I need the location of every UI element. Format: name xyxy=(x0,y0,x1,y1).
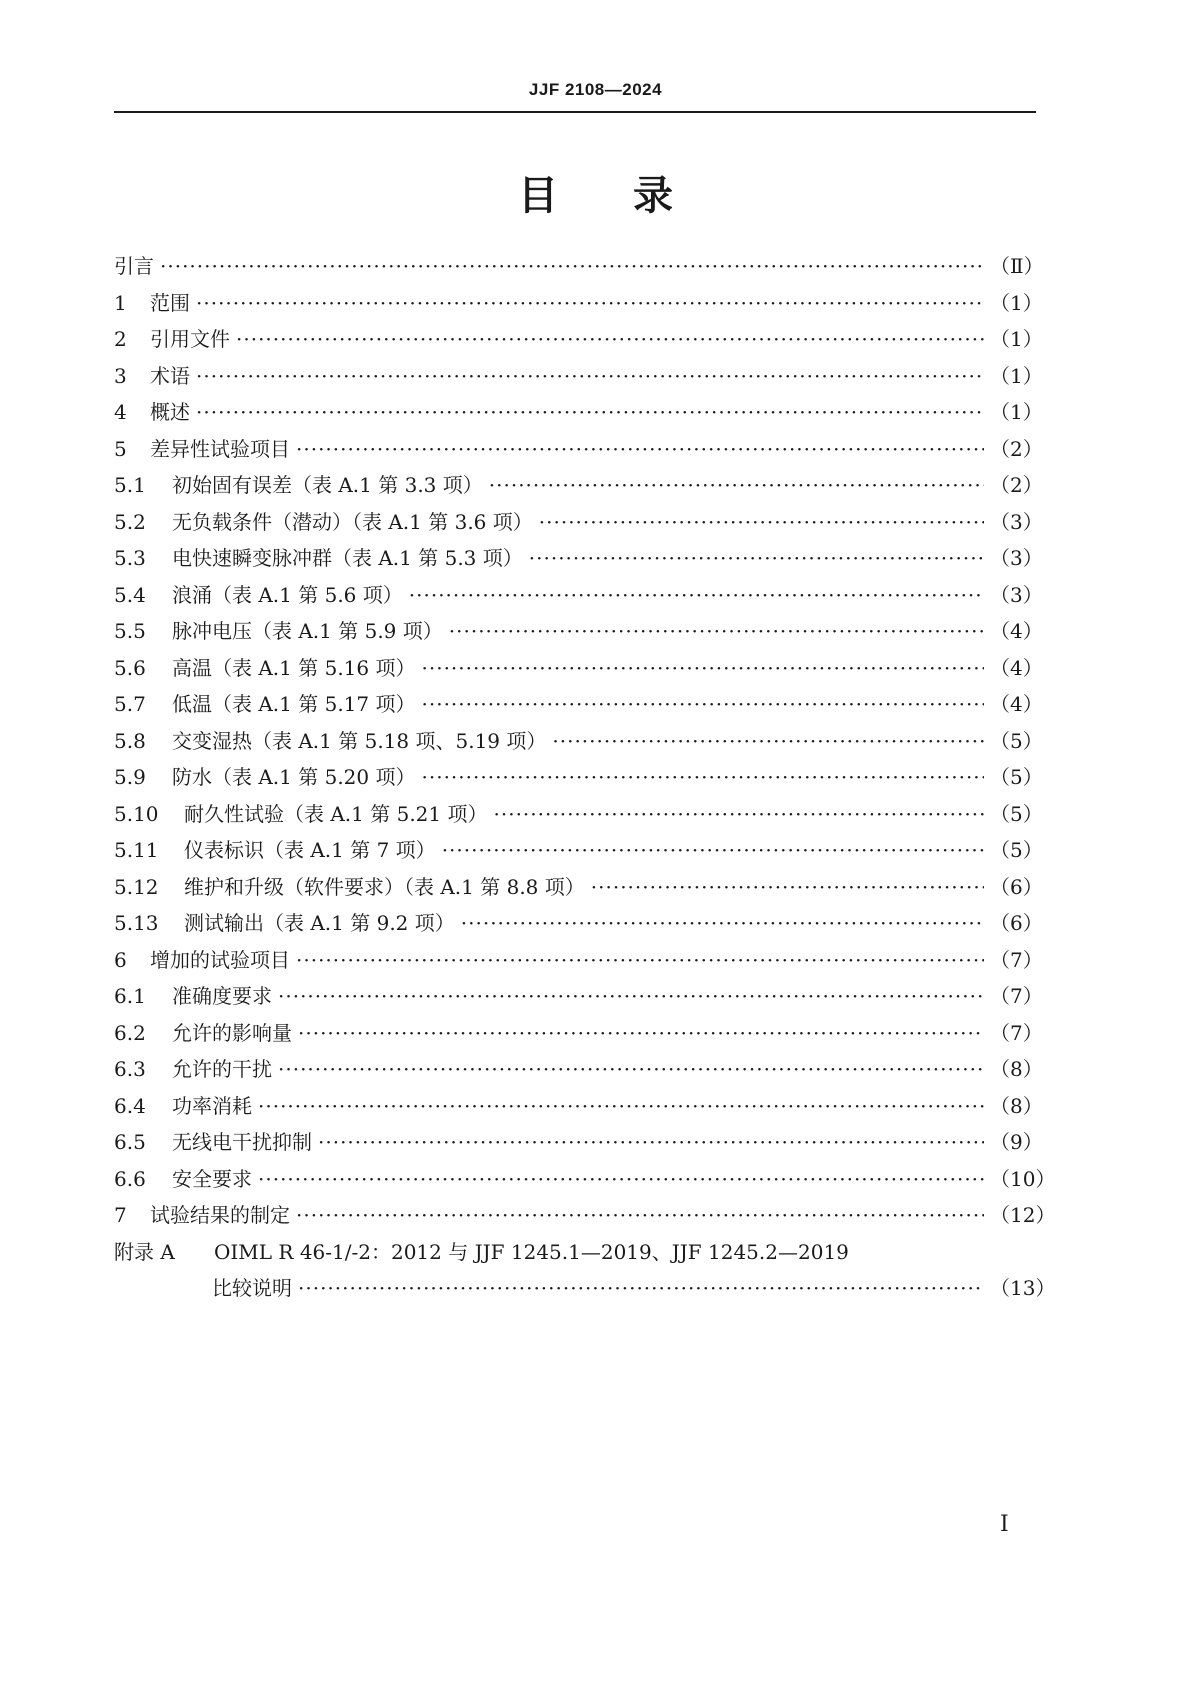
toc-dot-leader xyxy=(591,875,984,899)
toc-entry-number: 5.7 xyxy=(114,692,146,716)
toc-dot-leader xyxy=(422,692,985,716)
toc-entry-title: 初始固有误差（表 A.1 第 3.3 项） xyxy=(172,473,483,497)
toc-entry-title: 维护和升级（软件要求）（表 A.1 第 8.8 项） xyxy=(184,874,585,899)
toc-dot-leader xyxy=(422,656,985,680)
toc-dot-leader xyxy=(296,1203,984,1227)
toc-entry[interactable] xyxy=(114,688,1043,725)
toc-entry-title: 交变湿热（表 A.1 第 5.18 项、5.19 项） xyxy=(172,728,547,753)
toc-entry-page: （6） xyxy=(990,911,1043,935)
toc-dot-leader xyxy=(296,948,984,972)
toc-entry-page: （9） xyxy=(990,1130,1043,1154)
toc-entry-number: 5.8 xyxy=(114,728,146,753)
toc-entry-page: （Ⅱ） xyxy=(990,254,1044,278)
toc-dot-leader xyxy=(196,364,984,388)
toc-dot-leader xyxy=(318,1130,984,1154)
toc-dot-leader xyxy=(298,1021,984,1045)
toc-entry-title: 范围 xyxy=(150,290,190,315)
toc-dot-leader xyxy=(278,984,984,1008)
toc-entry-number: 4 xyxy=(114,400,127,424)
toc-entry-page: （12） xyxy=(990,1203,1056,1227)
toc-entry-title: 浪涌（表 A.1 第 5.6 项） xyxy=(172,582,403,607)
toc-entry-title: 差异性试验项目 xyxy=(150,436,290,461)
header-rule xyxy=(114,111,1036,113)
toc-dot-leader xyxy=(489,473,984,497)
toc-entry-page: （3） xyxy=(990,509,1043,534)
toc-dot-leader xyxy=(461,911,984,935)
toc-dot-leader xyxy=(529,546,984,570)
toc-entry-number: 5.10 xyxy=(114,801,159,826)
toc-entry-page: （1） xyxy=(990,327,1043,351)
toc-appendix-title-line2: 比较说明 xyxy=(212,1276,292,1300)
toc-entry-title: 高温（表 A.1 第 5.16 项） xyxy=(172,655,416,680)
toc-entry-number: 5.12 xyxy=(114,874,159,899)
toc-dot-leader xyxy=(236,327,984,351)
toc-entry-number: 5.2 xyxy=(114,509,146,534)
toc-entry[interactable] xyxy=(114,250,1044,287)
toc-entry-title: 仪表标识（表 A.1 第 7 项） xyxy=(184,838,436,862)
toc-entry-title: 概述 xyxy=(150,400,190,424)
toc-appendix-title-line1: OIML R 46-1/-2：2012 与 JJF 1245.1—2019、JJF 1245.2—2019 xyxy=(214,1239,849,1264)
toc-entry-title: 试验结果的制定 xyxy=(150,1203,290,1227)
toc-dot-leader xyxy=(278,1057,984,1081)
toc-dot-leader xyxy=(160,254,984,278)
toc-entry-title: 测试输出（表 A.1 第 9.2 项） xyxy=(184,911,455,935)
toc-dot-leader xyxy=(298,1276,984,1300)
toc-entry-page: （8） xyxy=(990,1057,1043,1081)
toc-entry[interactable] xyxy=(114,396,1043,433)
toc-entry[interactable] xyxy=(114,980,1043,1017)
toc-entry-page: （4） xyxy=(990,619,1043,643)
toc-entry-page: （13） xyxy=(990,1276,1056,1300)
toc-entry-number: 6 xyxy=(114,947,127,972)
toc-entry[interactable] xyxy=(114,871,1043,908)
toc-entry-title: 引用文件 xyxy=(150,327,230,351)
toc-entry-page: （10） xyxy=(990,1166,1056,1191)
toc-entry[interactable] xyxy=(114,761,1043,798)
toc-entry-title: 防水（表 A.1 第 5.20 项） xyxy=(172,765,416,789)
toc-entry-number: 5.5 xyxy=(114,619,146,643)
toc-entry-number: 5 xyxy=(114,436,127,461)
toc-dot-leader xyxy=(196,400,984,424)
toc-entry-page: （4） xyxy=(990,655,1043,680)
toc-entry-page: （1） xyxy=(990,290,1043,315)
toc-entry-page: （2） xyxy=(990,436,1043,461)
toc-entry-number: 6.6 xyxy=(114,1166,146,1191)
toc-entry[interactable] xyxy=(114,1126,1043,1163)
toc-entry-title: 电快速瞬变脉冲群（表 A.1 第 5.3 项） xyxy=(172,546,523,570)
page-number: Ⅰ xyxy=(1000,1512,1009,1537)
toc-entry[interactable] xyxy=(114,506,1043,543)
toc-entry-title: 增加的试验项目 xyxy=(150,947,290,972)
toc-entry-page: （4） xyxy=(990,692,1043,716)
toc-dot-leader xyxy=(552,729,984,753)
toc-entry-number: 3 xyxy=(114,363,127,388)
toc-entry[interactable] xyxy=(114,287,1043,324)
toc-entry-number: 5.4 xyxy=(114,582,146,607)
toc-entry-page: （7） xyxy=(990,947,1043,972)
toc-entry-number: 5.13 xyxy=(114,911,159,935)
toc-entry-number: 2 xyxy=(114,327,127,351)
toc-entry[interactable] xyxy=(114,834,1043,871)
toc-entry-number: 5.3 xyxy=(114,546,146,570)
toc-entry[interactable] xyxy=(114,1090,1043,1127)
toc-dot-leader xyxy=(196,291,984,315)
toc-entry[interactable] xyxy=(114,615,1043,652)
toc-entry[interactable] xyxy=(114,1163,1056,1200)
toc-entry-title: 允许的影响量 xyxy=(172,1020,292,1045)
toc-dot-leader xyxy=(409,583,984,607)
toc-entry-page: （5） xyxy=(990,838,1043,862)
toc-entry[interactable] xyxy=(114,1199,1056,1236)
toc-entry-page: （1） xyxy=(990,363,1043,388)
toc-entry-number: 6.4 xyxy=(114,1093,146,1118)
table-of-contents xyxy=(114,250,1056,1309)
toc-appendix-label: 附录 A xyxy=(114,1239,175,1264)
toc-dot-leader xyxy=(539,510,984,534)
toc-dot-leader xyxy=(442,838,984,862)
toc-entry-number: 6.2 xyxy=(114,1020,146,1045)
toc-dot-leader xyxy=(422,765,985,789)
toc-entry[interactable] xyxy=(114,323,1043,360)
toc-entry-number: 6.5 xyxy=(114,1130,146,1154)
document-code-header: JJF 2108—2024 xyxy=(528,80,663,99)
toc-entry-number: 5.1 xyxy=(114,473,146,497)
toc-entry[interactable] xyxy=(114,360,1043,397)
toc-entry-number: 6.3 xyxy=(114,1057,146,1081)
toc-entry-page: （6） xyxy=(990,874,1043,899)
toc-entry-number: 5.6 xyxy=(114,655,146,680)
toc-entry-page: （3） xyxy=(990,582,1043,607)
toc-dot-leader xyxy=(258,1094,984,1118)
toc-entry[interactable] xyxy=(114,944,1043,981)
toc-dot-leader xyxy=(494,802,985,826)
toc-entry[interactable] xyxy=(114,652,1043,689)
toc-appendix-entry[interactable] xyxy=(114,1236,1036,1273)
toc-entry[interactable] xyxy=(114,542,1043,579)
toc-entry-page: （8） xyxy=(990,1093,1043,1118)
toc-appendix-entry-continued[interactable] xyxy=(114,1272,1056,1309)
toc-entry-page: （3） xyxy=(990,546,1043,570)
toc-entry[interactable] xyxy=(114,725,1043,762)
toc-entry-title: 无负载条件（潜动）（表 A.1 第 3.6 项） xyxy=(172,509,533,534)
toc-entry-page: （7） xyxy=(990,984,1043,1008)
toc-dot-leader xyxy=(296,437,984,461)
toc-entry[interactable] xyxy=(114,1053,1043,1090)
toc-entry-title: 引言 xyxy=(114,254,154,278)
toc-entry-page: （2） xyxy=(990,473,1043,497)
toc-dot-leader xyxy=(449,619,984,643)
toc-entry-title: 准确度要求 xyxy=(172,984,272,1008)
toc-entry-number: 5.11 xyxy=(114,838,159,862)
toc-entry-number: 1 xyxy=(114,290,127,315)
toc-entry-page: （5） xyxy=(990,728,1043,753)
toc-entry[interactable] xyxy=(114,433,1043,470)
toc-entry-title: 功率消耗 xyxy=(172,1093,252,1118)
toc-entry-page: （7） xyxy=(990,1020,1043,1045)
toc-entry-number: 7 xyxy=(114,1203,127,1227)
toc-entry-title: 脉冲电压（表 A.1 第 5.9 项） xyxy=(172,619,443,643)
toc-entry-number: 5.9 xyxy=(114,765,146,789)
page-title: 目录 xyxy=(518,173,748,219)
toc-entry-title: 低温（表 A.1 第 5.17 项） xyxy=(172,692,416,716)
toc-entry-title: 无线电干扰抑制 xyxy=(172,1130,312,1154)
toc-entry-title: 安全要求 xyxy=(172,1166,252,1191)
toc-entry[interactable] xyxy=(114,469,1043,506)
toc-entry-title: 允许的干扰 xyxy=(172,1057,272,1081)
toc-entry-title: 耐久性试验（表 A.1 第 5.21 项） xyxy=(184,801,488,826)
toc-entry-title: 术语 xyxy=(150,363,190,388)
toc-entry-number: 6.1 xyxy=(114,984,146,1008)
toc-entry[interactable] xyxy=(114,907,1043,944)
toc-entry[interactable] xyxy=(114,579,1043,616)
toc-entry[interactable] xyxy=(114,798,1043,835)
toc-entry-page: （5） xyxy=(990,801,1043,826)
toc-entry-page: （1） xyxy=(990,400,1043,424)
toc-entry[interactable] xyxy=(114,1017,1043,1054)
toc-dot-leader xyxy=(258,1167,984,1191)
toc-entry-page: （5） xyxy=(990,765,1043,789)
